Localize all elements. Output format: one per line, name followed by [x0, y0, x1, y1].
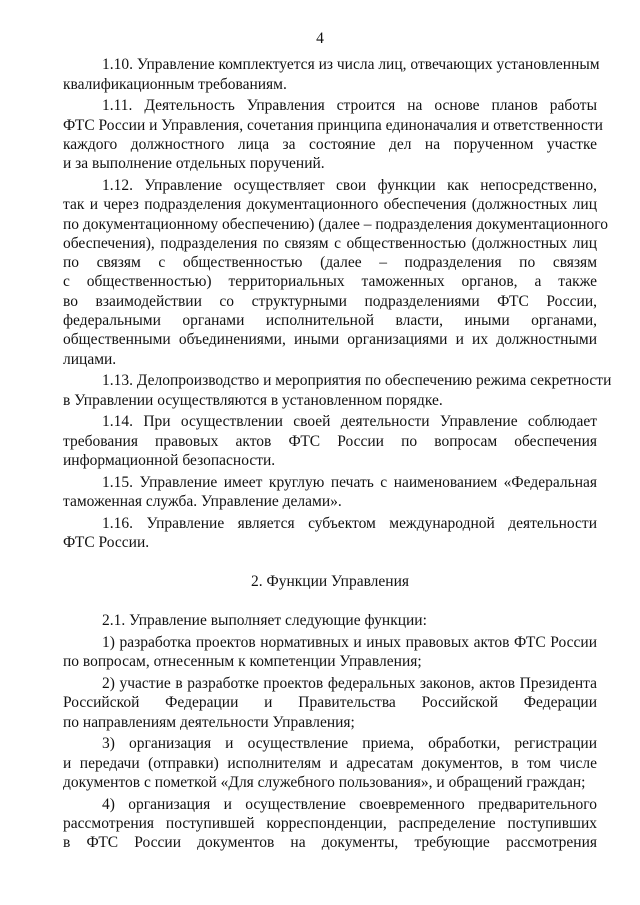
text-line: по документационному обеспечению) (далее – подразделения документационного	[63, 215, 609, 233]
paragraph	[63, 633, 597, 672]
text-line: 4) организация и осуществление своевременного предварительного	[102, 795, 597, 813]
text-line: рассмотрения поступившей корреспонденции, распределение поступивших	[63, 814, 597, 832]
text-line: в ФТС России документов на документы, требующие рассмотрения	[63, 834, 597, 852]
text-line: и передачи (отправки) исполнителям и адресатам документов, в том числе	[63, 754, 597, 772]
text-line: по вопросам, отнесенным к компетенции Управления;	[63, 653, 422, 671]
text-line: 1.12. Управление осуществляет свои функции как непосредственно,	[102, 176, 597, 194]
text-line: во взаимодействии со структурными подразделениями ФТС России,	[63, 292, 597, 310]
text-line: 1.15. Управление имеет круглую печать с наименованием «Федеральная	[102, 473, 597, 491]
text-line: 2.1. Управление выполняет следующие функции:	[102, 612, 427, 630]
section-heading: 2. Функции Управления	[250, 573, 410, 591]
text-line: по связям с общественностью (далее – подразделения по связям	[63, 254, 597, 272]
text-line: 1.14. При осуществлении своей деятельности Управление соблюдает	[102, 413, 597, 431]
paragraph	[63, 473, 597, 512]
text-line: ФТС России и Управления, сочетания принципа единоначалия и ответственности	[63, 116, 603, 134]
paragraph	[63, 611, 597, 630]
text-line: требования правовых актов ФТС России по вопросам обеспечения	[63, 432, 597, 450]
paragraph	[63, 176, 609, 369]
text-line: 1) разработка проектов нормативных и иных правовых актов ФТС России	[102, 634, 597, 652]
paragraph	[63, 55, 600, 94]
text-line: в Управлении осуществляются в установленном порядке.	[63, 391, 443, 409]
text-line: 1.13. Делопроизводство и мероприятия по обеспечению режима секретности	[102, 372, 612, 390]
paragraph	[63, 514, 597, 553]
text-line: информационной безопасности.	[63, 451, 276, 469]
paragraph	[63, 674, 597, 732]
text-line: по направлениям деятельности Управления;	[63, 713, 355, 731]
paragraph	[63, 371, 612, 410]
text-line: 1.11. Деятельность Управления строится на основе планов работы	[102, 97, 597, 115]
text-line: общественными объединениями, иными организациями и их должностными	[63, 331, 597, 349]
paragraph	[63, 734, 597, 792]
text-line: лицами.	[63, 350, 117, 368]
document-body	[63, 53, 612, 853]
paragraph	[63, 96, 603, 173]
text-line: Российской Федерации и Правительства Российской Федерации	[63, 694, 597, 712]
text-line: так и через подразделения документационного обеспечения (должностных лиц	[63, 196, 597, 214]
text-line: каждого должностного лица за состояние дел на порученном участке	[63, 135, 597, 153]
paragraph	[63, 795, 597, 853]
text-line: и за выполнение отдельных поручений.	[63, 155, 325, 173]
text-line: обеспечения), подразделения по связям с общественностью (должностных лиц	[63, 234, 597, 252]
text-line: 1.16. Управление является субъектом международной деятельности	[102, 514, 597, 532]
text-line: квалификационным требованиям.	[63, 75, 287, 93]
text-line: с общественностью) территориальных таможенных органов, а также	[63, 273, 597, 291]
text-line: 2) участие в разработке проектов федеральных законов, актов Президента	[102, 675, 597, 693]
paragraph	[63, 412, 597, 470]
text-line: 3) организация и осуществление приема, обработки, регистрации	[102, 735, 597, 753]
text-line: 1.10. Управление комплектуется из числа лиц, отвечающих установленным	[102, 56, 600, 74]
page-number: 4	[316, 30, 324, 47]
text-line: федеральными органами исполнительной власти, иными органами,	[63, 312, 597, 330]
text-line: ФТС России.	[63, 533, 150, 551]
text-line: документов с пометкой «Для служебного пользования», и обращений граждан;	[63, 774, 586, 791]
text-line: таможенная служба. Управление делами».	[63, 492, 342, 510]
